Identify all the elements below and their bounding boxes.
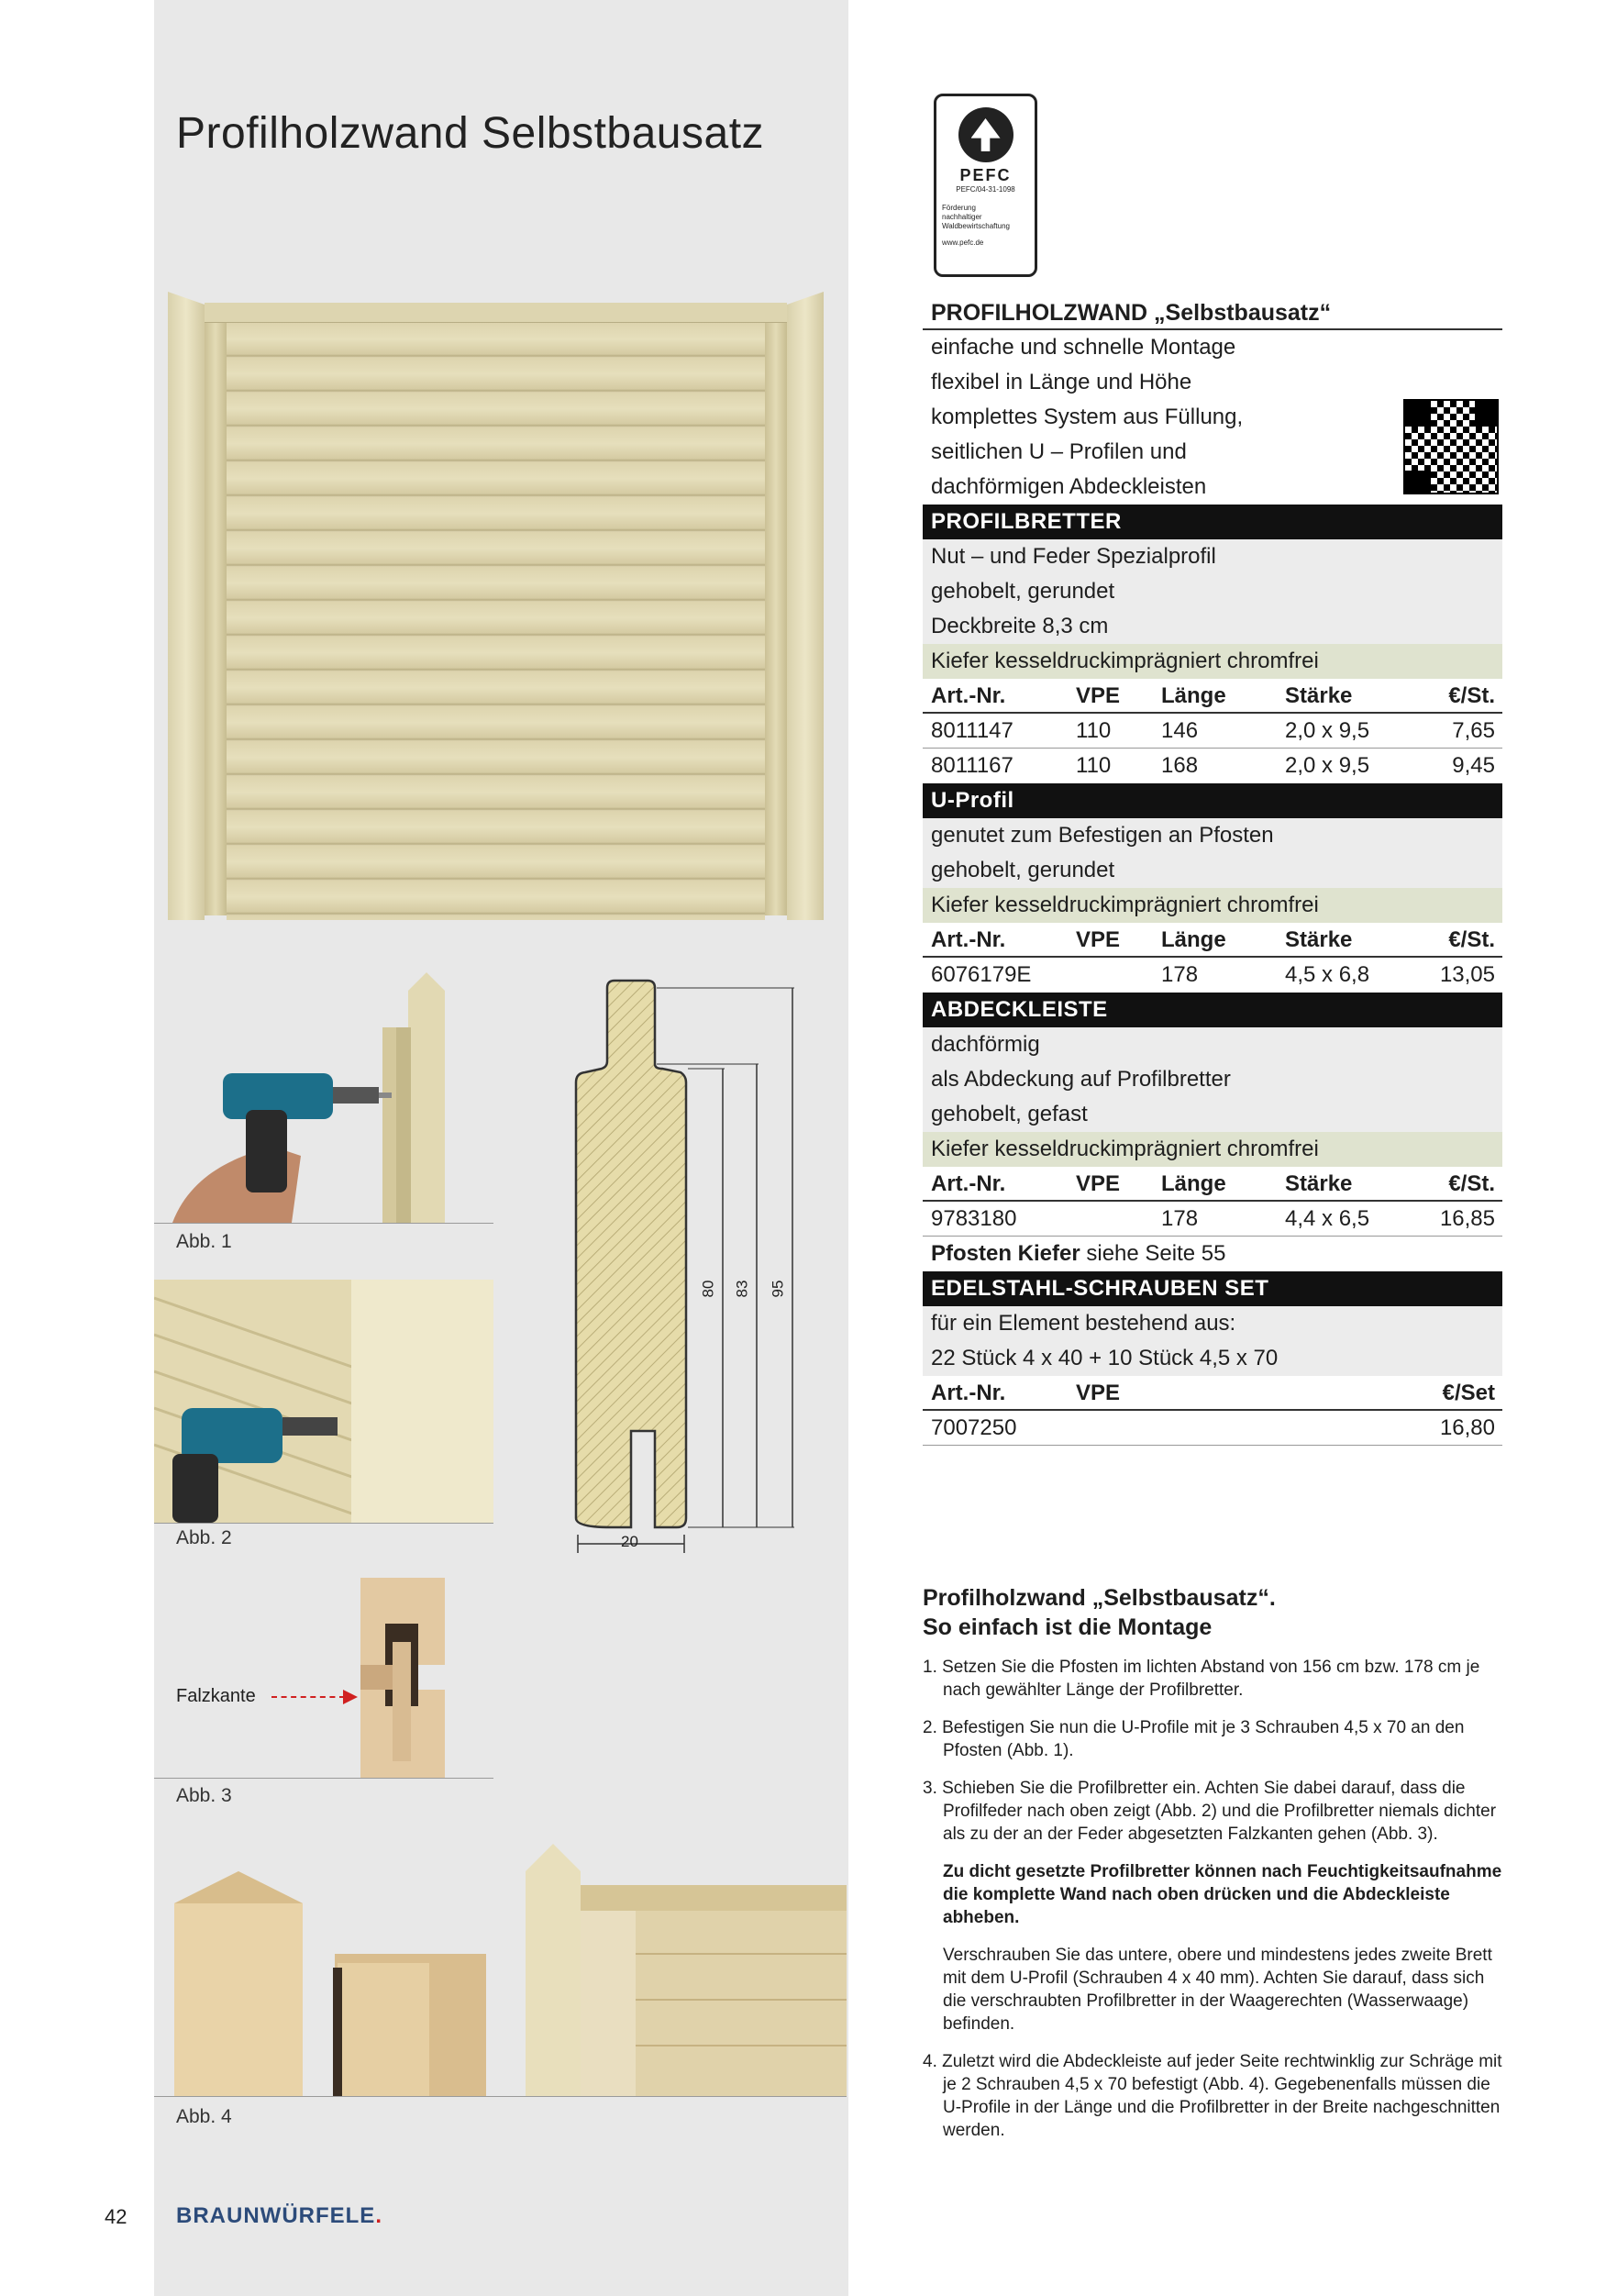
- feature-line: dachförmigen Abdeckleisten: [931, 474, 1207, 499]
- logo-text: BRAUNWÜRFELE: [176, 2203, 376, 2228]
- cell-laenge: 146: [1161, 718, 1199, 743]
- table-header: [923, 923, 1502, 958]
- section-abdeckleiste: ABDECKLEISTE: [923, 993, 1502, 1027]
- profilbretter-line: Nut – und Feder Spezialprofil: [923, 539, 1502, 574]
- material-bar: Kiefer kesseldruckimprägniert chromfrei: [923, 1132, 1502, 1167]
- cell-artnr: 9783180: [931, 1206, 1017, 1231]
- divider-abb1: [154, 1223, 493, 1224]
- product-heading: PROFILHOLZWAND „Selbstbausatz“: [923, 295, 1502, 330]
- feature-line: einfache und schnelle Montage: [931, 335, 1236, 360]
- photo-abb1: [154, 972, 493, 1223]
- caption-abb2: Abb. 2: [176, 1527, 232, 1548]
- feature-line: komplettes System aus Füllung,: [931, 405, 1244, 429]
- cell-laenge: 168: [1161, 753, 1199, 778]
- pefc-code: PEFC/04-31-1098: [956, 185, 1015, 194]
- pfosten-reference: [923, 1237, 1502, 1271]
- product-spec-table: [923, 295, 1502, 1446]
- divider-abb2: [154, 1523, 493, 1524]
- divider-abb3: [154, 1778, 493, 1779]
- step-3: 3. Schieben Sie die Profilbretter ein. Achten Sie dabei darauf, dass die Profilfeder nach oben zeigt (Abb. 2) und die Profilbretter niemals dichter als zu der an der Feder abgesetzten Falzkanten gehen (Abb. 3).: [923, 1779, 1497, 1844]
- cell-price: 16,80: [1439, 1415, 1495, 1440]
- uprofil-line: genutet zum Befestigen an Pfosten: [923, 818, 1502, 853]
- pfosten-rest: siehe Seite 55: [1080, 1241, 1226, 1266]
- uprofil-line: gehobelt, gerundet: [923, 853, 1502, 888]
- photo-abb4-right: [526, 1844, 847, 2096]
- col-staerke: Stärke: [1285, 927, 1353, 952]
- caption-abb1: Abb. 1: [176, 1231, 232, 1252]
- cell-price: 13,05: [1439, 962, 1495, 987]
- col-price: €/St.: [1448, 1171, 1495, 1196]
- table-header: [923, 1376, 1502, 1411]
- cell-vpe: 110: [1076, 753, 1112, 778]
- logo-dot: .: [375, 2203, 382, 2228]
- col-staerke: Stärke: [1285, 1171, 1353, 1196]
- dim-label-83: 83: [733, 1280, 751, 1298]
- right-u-profile: [765, 310, 787, 915]
- cell-price: 16,85: [1439, 1206, 1495, 1231]
- table-row: [923, 749, 1502, 783]
- profilbretter-line: gehobelt, gerundet: [923, 574, 1502, 609]
- photo-abb4-left: [154, 1871, 498, 2096]
- col-price: €/St.: [1448, 927, 1495, 952]
- col-vpe: VPE: [1076, 1381, 1121, 1405]
- step-1: 1. Setzen Sie die Pfosten im lichten Abstand von 156 cm bzw. 178 cm je nach gewählter Länge der Profilbretter.: [923, 1658, 1480, 1700]
- cell-price: 7,65: [1452, 718, 1495, 743]
- schrauben-line: 22 Stück 4 x 40 + 10 Stück 4,5 x 70: [923, 1341, 1502, 1376]
- col-artnr: Art.-Nr.: [931, 1381, 1006, 1405]
- cell-laenge: 178: [1161, 962, 1199, 987]
- feature-line: seitlichen U – Profilen und: [931, 439, 1187, 464]
- cell-price: 9,45: [1452, 753, 1495, 778]
- cell-artnr: 8011147: [931, 718, 1013, 743]
- col-artnr: Art.-Nr.: [931, 1171, 1006, 1196]
- material-bar: Kiefer kesseldruckimprägniert chromfrei: [923, 644, 1502, 679]
- col-price: €/Set: [1442, 1381, 1495, 1405]
- section-profilbretter: PROFILBRETTER: [923, 505, 1502, 539]
- pefc-brand: PEFC: [959, 166, 1012, 184]
- cell-staerke: 2,0 x 9,5: [1285, 753, 1370, 778]
- table-row: [923, 1411, 1502, 1446]
- abdeckleiste-line: als Abdeckung auf Profilbretter: [923, 1062, 1502, 1097]
- cell-vpe: 110: [1076, 718, 1112, 743]
- table-header: [923, 1167, 1502, 1202]
- col-artnr: Art.-Nr.: [931, 683, 1006, 708]
- right-post: [787, 292, 824, 920]
- profilbretter-line: Deckbreite 8,3 cm: [923, 609, 1502, 644]
- tree-icon: [958, 107, 1013, 162]
- photo-abb3: [358, 1578, 449, 1778]
- cell-artnr: 7007250: [931, 1415, 1017, 1440]
- table-row: [923, 714, 1502, 749]
- cell-staerke: 2,0 x 9,5: [1285, 718, 1370, 743]
- page-number: 42: [105, 2205, 127, 2228]
- col-artnr: Art.-Nr.: [931, 927, 1006, 952]
- pefc-slogan-2: nachhaltiger: [942, 213, 982, 221]
- step-2: 2. Befestigen Sie nun die U-Profile mit je 3 Schrauben 4,5 x 70 an den Pfosten (Abb. 1).: [923, 1718, 1465, 1760]
- photo-abb2: [154, 1280, 493, 1523]
- col-laenge: Länge: [1161, 683, 1226, 708]
- dim-label-20: 20: [621, 1533, 638, 1550]
- screw-note: Verschrauben Sie das untere, obere und mindestens jedes zweite Brett mit dem U-Profil (Schrauben 4 x 40 mm). Achten Sie darauf, dass sich die verschraubten Profilbretter in der Waagerechten (Wasserwaage) befinden.: [943, 1946, 1492, 2034]
- cell-artnr: 6076179E: [931, 962, 1032, 987]
- instructions-steps: [923, 1656, 1502, 2157]
- instructions-title-line1: Profilholzwand „Selbstbausatz“.: [923, 1585, 1276, 1611]
- material-bar: Kiefer kesseldruckimprägniert chromfrei: [923, 888, 1502, 923]
- page-title: Profilholzwand Selbstbausatz: [176, 109, 765, 158]
- left-post: [168, 292, 205, 920]
- col-vpe: VPE: [1076, 683, 1121, 708]
- feature-line: flexibel in Länge und Höhe: [931, 370, 1192, 394]
- pefc-certification-logo: [934, 94, 1037, 277]
- col-staerke: Stärke: [1285, 683, 1353, 708]
- warning-bold: Zu dicht gesetzte Profilbretter können nach Feuchtigkeitsaufnahme die komplette Wand nach oben drücken und die Abdeckleiste abheben.: [943, 1862, 1502, 1927]
- col-price: €/St.: [1448, 683, 1495, 708]
- section-schrauben: EDELSTAHL-SCHRAUBEN SET: [923, 1271, 1502, 1306]
- cell-staerke: 4,4 x 6,5: [1285, 1206, 1370, 1231]
- falzkante-arrow-line: [271, 1696, 345, 1698]
- arrow-right-icon: [343, 1690, 358, 1704]
- section-uprofil: U-Profil: [923, 783, 1502, 818]
- pefc-slogan-1: Förderung: [942, 204, 976, 212]
- falzkante-label: Falzkante: [176, 1686, 256, 1706]
- abdeckleiste-line: gehobelt, gefast: [923, 1097, 1502, 1132]
- dim-label-95: 95: [769, 1280, 787, 1298]
- wall-panel-photo: [168, 292, 824, 920]
- profile-cross-section-diagram: [559, 977, 825, 1564]
- left-u-profile: [205, 310, 227, 915]
- cell-laenge: 178: [1161, 1206, 1199, 1231]
- pfosten-bold: Pfosten Kiefer: [931, 1241, 1080, 1266]
- cell-staerke: 4,5 x 6,8: [1285, 962, 1370, 987]
- table-row: [923, 958, 1502, 993]
- col-laenge: Länge: [1161, 927, 1226, 952]
- abdeckleiste-line: dachförmig: [923, 1027, 1502, 1062]
- instructions-title: [923, 1583, 1276, 1642]
- caption-abb4: Abb. 4: [176, 2106, 232, 2127]
- table-row: [923, 1202, 1502, 1237]
- schrauben-line: für ein Element bestehend aus:: [923, 1306, 1502, 1341]
- pefc-url: www.pefc.de: [942, 238, 984, 247]
- col-laenge: Länge: [1161, 1171, 1226, 1196]
- pefc-slogan-3: Waldbewirtschaftung: [942, 222, 1010, 230]
- col-vpe: VPE: [1076, 927, 1121, 952]
- cell-artnr: 8011167: [931, 753, 1013, 778]
- table-header: [923, 679, 1502, 714]
- divider-abb4: [154, 2096, 847, 2097]
- dim-label-80: 80: [699, 1280, 717, 1298]
- cover-strip: [205, 303, 787, 323]
- caption-abb3: Abb. 3: [176, 1785, 232, 1806]
- profile-boards: [227, 323, 765, 920]
- instructions-title-line2: So einfach ist die Montage: [923, 1614, 1213, 1640]
- brand-logo: [176, 2203, 382, 2229]
- step-4: 4. Zuletzt wird die Abdeckleiste auf jeder Seite rechtwinklig zur Schräge mit je 2 Schrauben 4,5 x 70 befestigt (Abb. 4). Gegebenenfalls müssen die U-Profile in der Länge und die Profilbretter in der Breite nachgeschnitten werden.: [923, 2052, 1502, 2140]
- warning-text: [923, 1860, 1502, 1929]
- col-vpe: VPE: [1076, 1171, 1121, 1196]
